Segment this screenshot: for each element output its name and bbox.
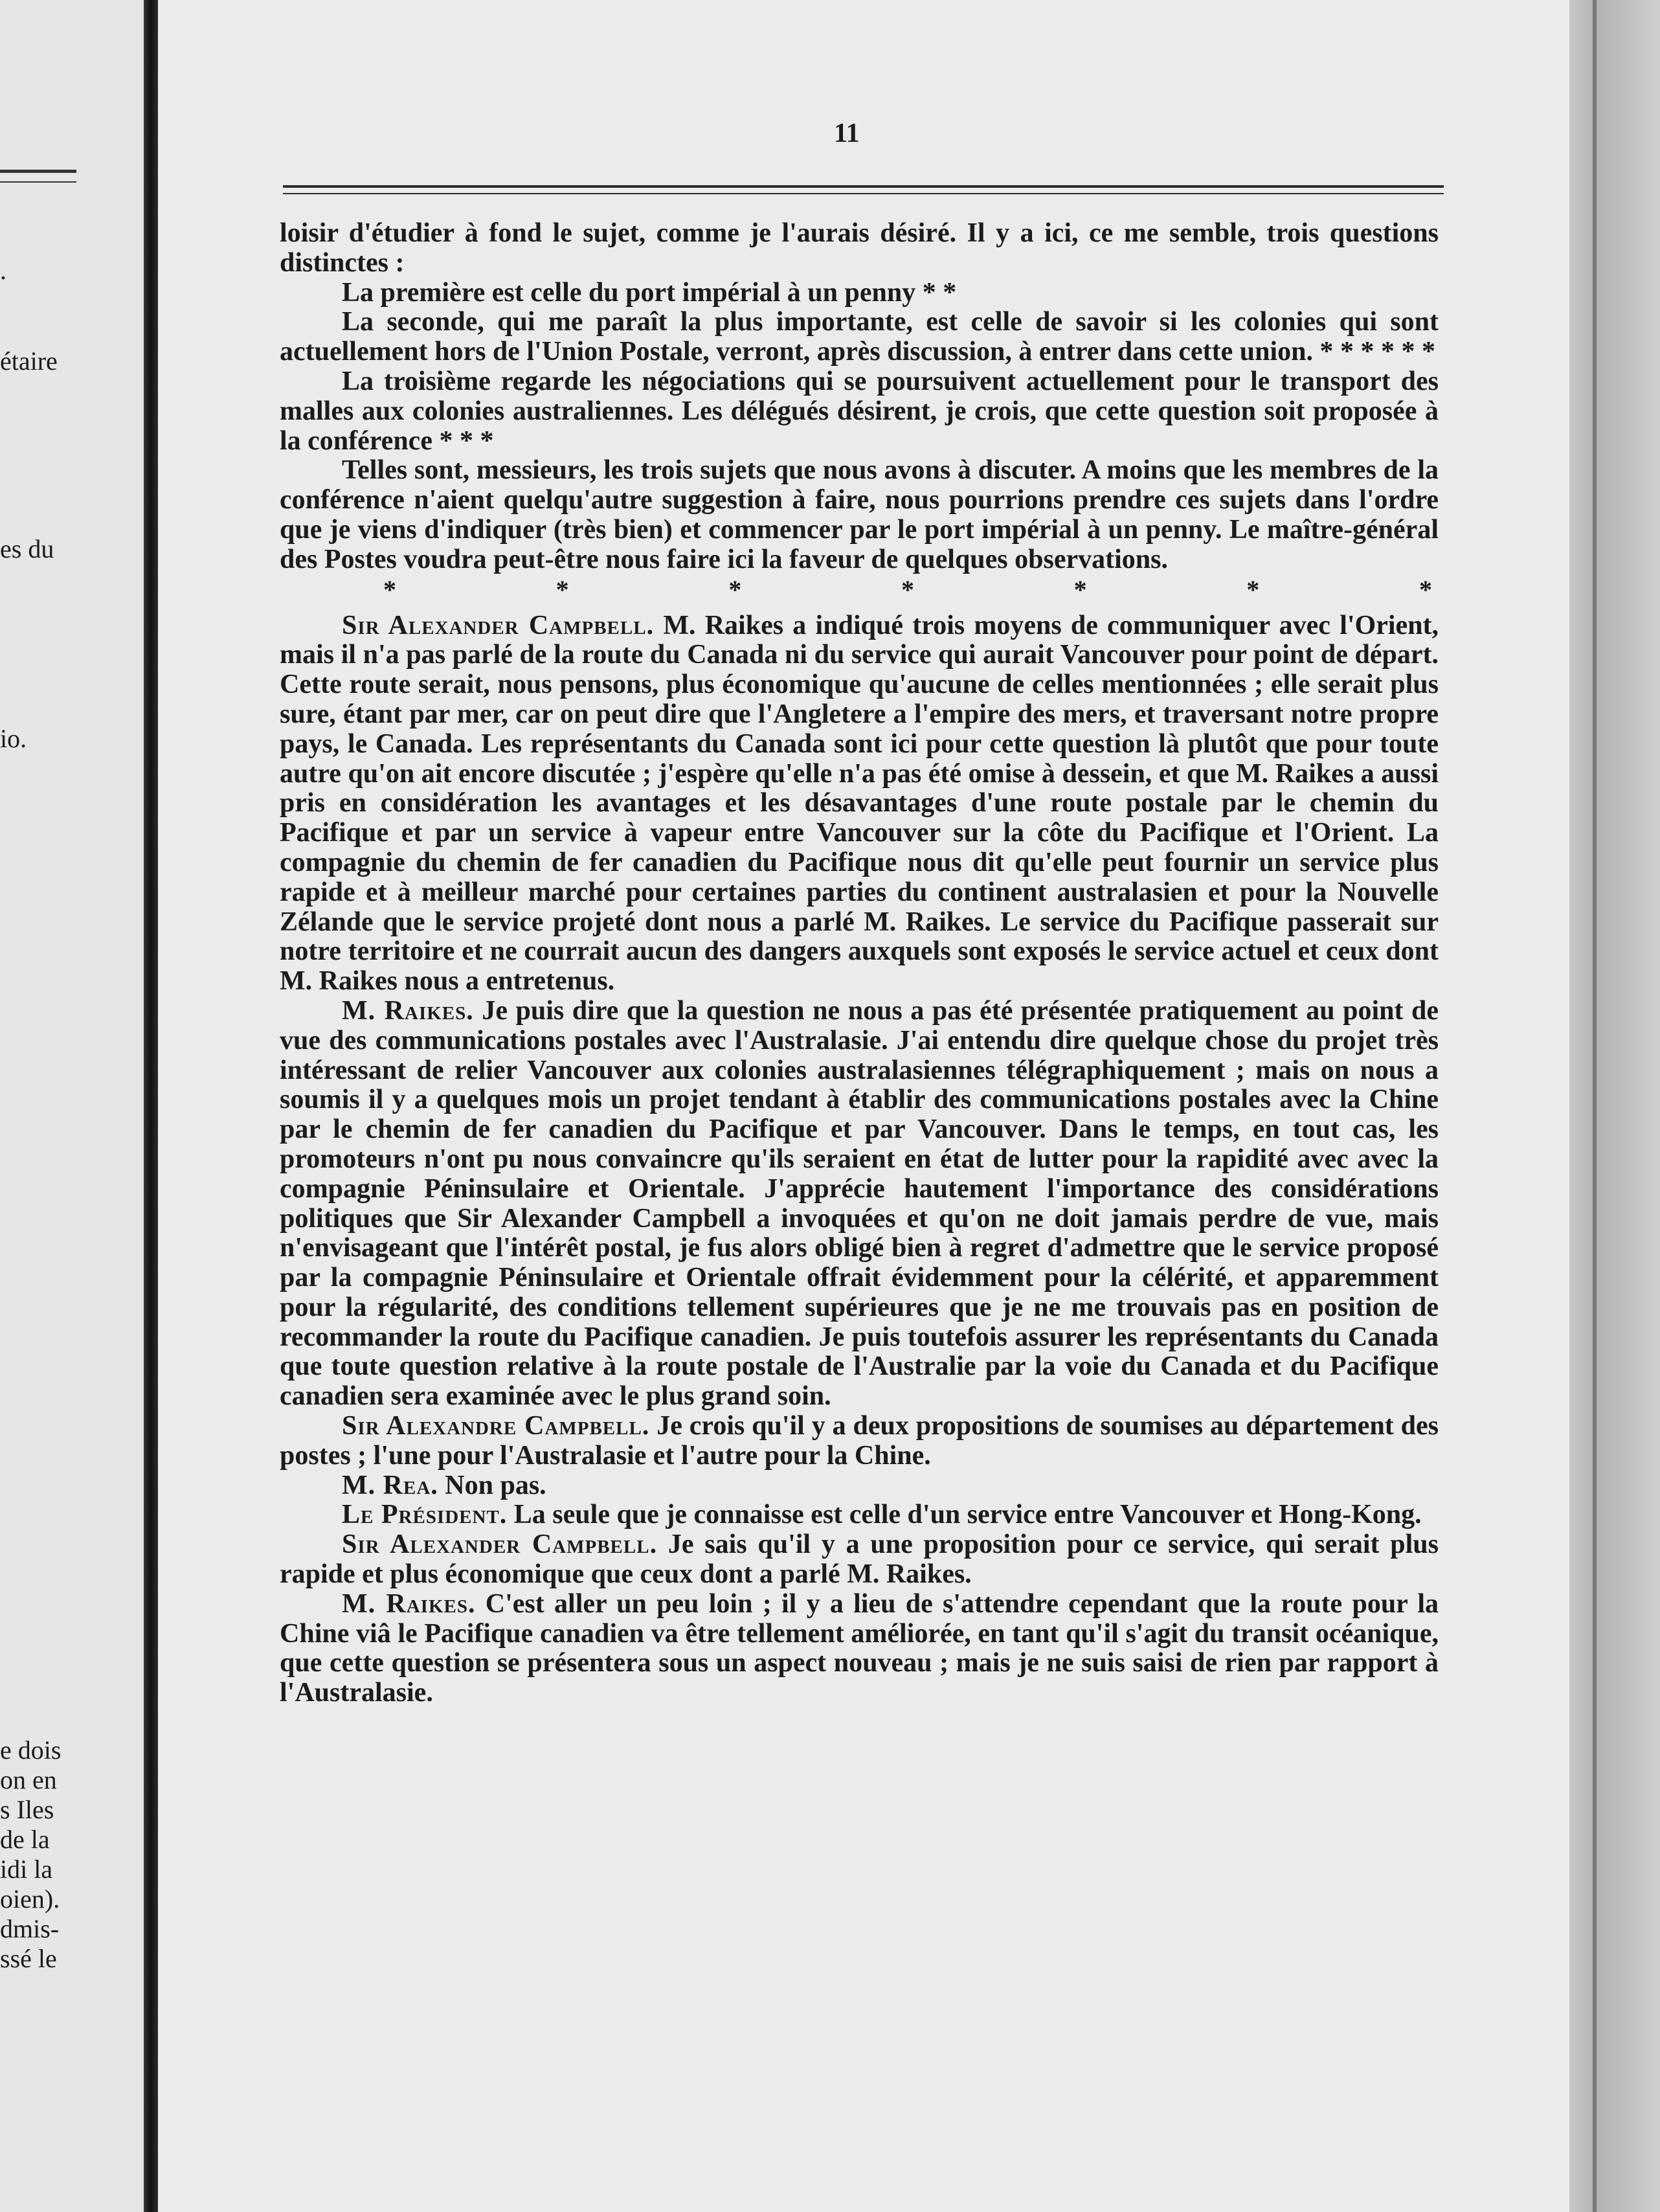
speech: [280, 1412, 1439, 1471]
page-edge: [1569, 0, 1660, 2212]
speech: [280, 997, 1439, 1412]
paragraph: La troisième regarde les négociations qui se poursuivent actuellement pour le transport des malles aux colonies australiennes. Les délégués désirent, je crois, que cette question soit proposée à la conférence * * *: [280, 366, 1439, 456]
speaker-name: Sir Alexander Campbell.: [342, 1529, 658, 1560]
left-page-rule: [0, 181, 76, 183]
speech-text: M. Raikes a indiqué trois moyens de communiquer avec l'Orient, mais il n'a pas parlé de la route du Canada ni du service qui aurait Vancouver pour point de départ. Cette route serait, nous pensons, plus économique qu'aucune de celles mentionnées ; elle serait plus sure, étant par mer, car on peut dire que l'Angletere a l'empire des mers, et traversant notre propre pays, le Canada. Les représentants du Canada sont ici pour cette question là plutôt que pour toute autre qu'on ait encore discutée ; j'espère qu'elle n'a pas été omise à dessein, et que M. Raikes a aussi pris en considération les avantages et les désavantages d'une route postale par le chemin du Pacifique et par un service à vapeur entre Vancouver sur la côte du Pacifique et l'Orient. La compagnie du chemin de fer canadien du Pacifique nous dit qu'elle peut fournir un service plus rapide et à meilleur marché pour certaines parties du continent australasien et pour la Nouvelle Zélande que le service projeté dont nous a parlé M. Raikes. Le service du Pacifique passerait sur notre territoire et ne courrait aucun des dangers auxquels sont exposés le service actuel et ceux dont M. Raikes nous a entretenus.: [280, 610, 1439, 997]
star: *: [728, 574, 742, 604]
left-page-fragment: s Iles: [0, 1795, 54, 1824]
facing-page-left: [0, 0, 144, 2212]
star: *: [1246, 574, 1260, 604]
speech-text: Non pas.: [445, 1470, 546, 1500]
speaker-name: M. Rea.: [342, 1470, 438, 1500]
speech: [280, 611, 1439, 997]
star: *: [555, 574, 569, 604]
star: *: [1419, 574, 1432, 604]
paragraph: Telles sont, messieurs, les trois sujets que nous avons à discuter. A moins que les membres de la conférence n'aient quelqu'autre suggestion à faire, nous pourrions prendre ces sujets dans l'ordre que je viens d'indiquer (très bien) et commencer par le port impérial à un penny. Le maître-général des Postes voudra peut-être nous faire ici la faveur de quelques observations.: [280, 455, 1439, 574]
left-page-fragment: idi la: [0, 1855, 53, 1884]
header-rule: [283, 185, 1444, 188]
speech: [280, 1530, 1439, 1590]
left-page-fragment: e dois: [0, 1735, 62, 1765]
page-number: 11: [834, 119, 860, 148]
paragraph: La seconde, qui me paraît la plus importante, est celle de savoir si les colonies qui sont actuellement hors de l'Union Postale, verront, après discussion, à entrer dans cette union. * * * * * *: [280, 307, 1439, 367]
book-gutter: [144, 0, 158, 2212]
left-page-fragment: .: [0, 256, 6, 285]
paragraph: La première est celle du port impérial à un penny * *: [342, 277, 957, 308]
section-break-stars: [280, 575, 1439, 605]
header-rule: [283, 193, 1444, 194]
speech-text: Je sais qu'il y a une proposition pour ce service, qui serait plus rapide et plus économique que ceux dont a parlé M. Raikes.: [280, 1529, 1439, 1590]
left-page-fragment: on en: [0, 1765, 57, 1794]
speech-text: C'est aller un peu loin ; il y a lieu de s'attendre cependant que la route pour la Chine viâ le Pacifique canadien va être tellement améliorée, en tant qu'il s'agit du transit océanique, que cette question se présentera sous un aspect nouveau ; mais je ne suis saisi de rien par rapport à l'Australasie.: [280, 1588, 1439, 1708]
speech: [280, 1590, 1439, 1708]
page-edge-line: [1593, 0, 1597, 2212]
left-page-fragment: oien).: [0, 1884, 60, 1913]
star: *: [383, 574, 396, 604]
speaker-name: M. Raikes.: [342, 995, 474, 1026]
paragraph: loisir d'étudier à fond le sujet, comme je l'aurais désiré. Il y a ici, ce me semble, trois questions distinctes :: [280, 218, 1439, 278]
speaker-name: Sir Alexander Campbell.: [342, 610, 655, 640]
speech: [280, 1500, 1439, 1530]
left-page-fragment: de la: [0, 1825, 50, 1854]
speech-text: Je puis dire que la question ne nous a pas été présentée pratiquement au point de vue des communications postales avec l'Australasie. J'ai entendu dire quelque chose du projet très intéressant de relier Vancouver aux colonies australasiennes télégraphiquement ; mais on nous a soumis il y a quelques mois un projet tendant à établir des communications postales avec la Chine par le chemin de fer canadien du Pacifique et par Vancouver. Dans le temps, en tout cas, les promoteurs n'ont pu nous convaincre qu'ils seraient en état de lutter pour la rapidité avec avec la compagnie Péninsulaire et Orientale. J'apprécie hautement l'importance des considérations politiques que Sir Alexander Campbell a invoquées et qu'on ne doit jamais perdre de vue, mais n'envisageant que l'intérêt postal, je fus alors obligé bien à regret d'admettre que le service proposé par la compagnie Péninsulaire et Orientale offrait évidemment pour la célérité, et apparemment pour la régularité, des conditions tellement supérieures que je ne me trouvais pas en position de recommander la route du Pacifique canadien. Je puis toutefois assurer les représentants du Canada que toute question relative à la route postale de l'Australie par la voie du Canada et du Pacifique canadien sera examinée avec le plus grand soin.: [280, 995, 1439, 1412]
speech: [280, 1471, 1439, 1501]
left-page-rule: [0, 170, 76, 173]
page-body: [280, 219, 1439, 1708]
speaker-name: Sir Alexandre Campbell.: [342, 1411, 650, 1441]
left-page-fragment: étaire: [0, 346, 58, 376]
speech-text: Je crois qu'il y a deux propositions de soumises au département des postes ; l'une pour l'Australasie et l'autre pour la Chine.: [280, 1411, 1439, 1471]
left-page-fragment: dmis-: [0, 1914, 60, 1943]
left-page-fragment: ssé le: [0, 1944, 57, 1973]
left-page-fragment: io.: [0, 724, 27, 753]
speech-text: La seule que je connaisse est celle d'un service entre Vancouver et Hong-Kong.: [513, 1500, 1422, 1530]
star: *: [1073, 574, 1087, 604]
speaker-name: Le Président.: [342, 1500, 508, 1530]
speaker-name: M. Raikes.: [342, 1588, 476, 1619]
star: *: [901, 574, 914, 604]
left-page-fragment: es du: [0, 534, 54, 563]
